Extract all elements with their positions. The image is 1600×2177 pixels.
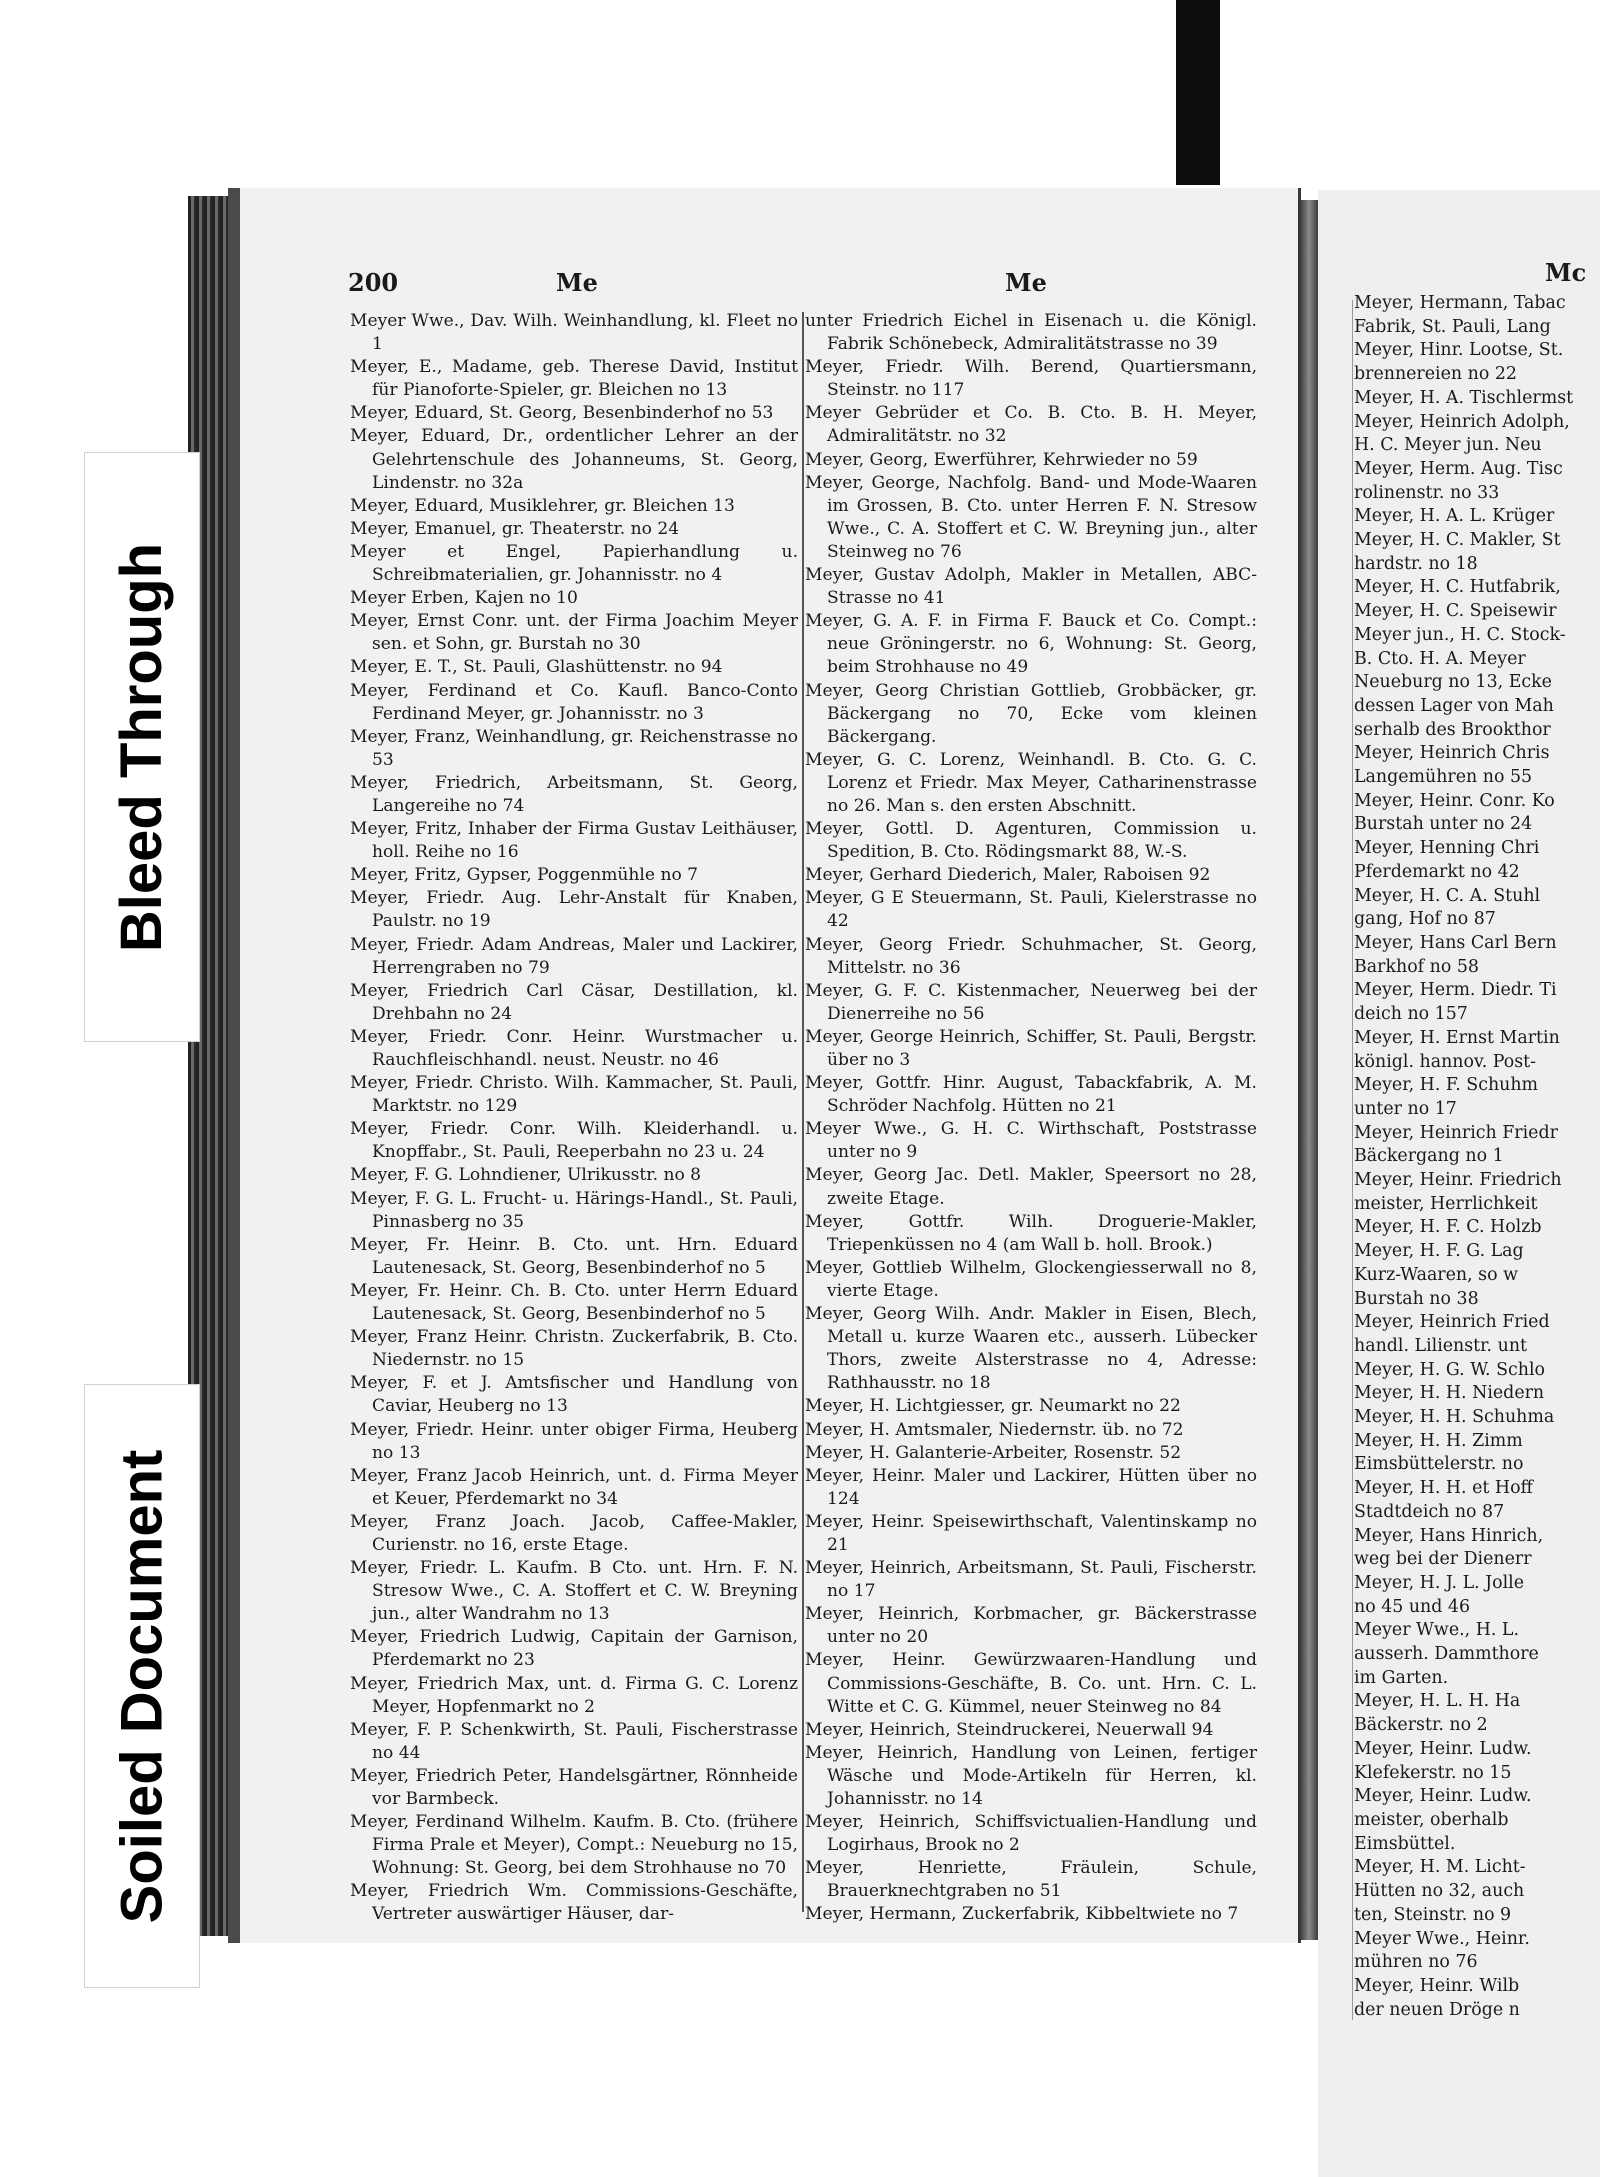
directory-entry: Meyer, H. F. G. Lag bbox=[1354, 1241, 1524, 1262]
directory-entry: unter Friedrich Eichel in Eisenach u. die Königl. Fabrik Schönebeck, Admiralitätstrasse no 39 bbox=[805, 311, 1257, 355]
directory-entry: Meyer, E., Madame, geb. Therese David, Institut für Pianoforte-Spieler, gr. Bleichen no 13 bbox=[350, 357, 798, 401]
directory-entry: Meyer, Heinr. Maler und Lackirer, Hütten über no 124 bbox=[805, 1465, 1257, 1509]
directory-entry: Meyer, H. G. W. Schlo bbox=[1354, 1359, 1545, 1380]
directory-entry: Meyer, Friedr. Wilh. Berend, Quartiersmann, Steinstr. no 117 bbox=[805, 357, 1257, 401]
directory-entry: Meyer, Herm. Aug. Tisc bbox=[1354, 458, 1563, 479]
directory-entry: Meyer, Ferdinand Wilhelm. Kaufm. B. Cto. (frühere Firma Prale et Meyer), Compt.: Neueburg no 15, Wohnung: St. Georg, bei dem Strohhause no 70 bbox=[350, 1812, 798, 1879]
directory-entry: Meyer, Heinr. Ludw. bbox=[1354, 1738, 1532, 1759]
directory-entry: Kurz-Waaren, so w bbox=[1354, 1264, 1518, 1285]
directory-entry: Meyer, Hinr. Lootse, St. bbox=[1354, 340, 1564, 361]
directory-entry: Meyer, Gottl. D. Agenturen, Commission u. Spedition, B. Cto. Rödingsmarkt 88, W.-S. bbox=[805, 819, 1257, 863]
directory-entry: dessen Lager von Mah bbox=[1354, 695, 1554, 716]
directory-entry: Meyer Erben, Kajen no 10 bbox=[350, 588, 578, 609]
directory-entry: Meyer, Franz Joach. Jacob, Caffee-Makler, Curienstr. no 16, erste Etage. bbox=[350, 1511, 798, 1555]
directory-entry: Meyer, Georg, Ewerführer, Kehrwieder no 59 bbox=[805, 449, 1198, 470]
page-number: 200 bbox=[348, 268, 399, 297]
directory-entry: Meyer, Ernst Conr. unt. der Firma Joachim Meyer sen. et Sohn, gr. Burstah no 30 bbox=[350, 611, 798, 655]
directory-entry: Meyer, Emanuel, gr. Theaterstr. no 24 bbox=[350, 518, 680, 539]
directory-entry: Meyer, Hans Hinrich, bbox=[1354, 1525, 1544, 1546]
directory-entry: Bäckergang no 1 bbox=[1354, 1146, 1504, 1167]
directory-entry: Meyer, Eduard, Dr., ordentlicher Lehrer an der Gelehrtenschule des Johanneums, St. Georg, Lindenstr. no 32a bbox=[350, 426, 798, 493]
directory-entry: Meyer, Heinr. Ludw. bbox=[1354, 1786, 1532, 1807]
directory-entry: Meyer, Heinr. Wilb bbox=[1354, 1975, 1520, 1996]
directory-entry: Meyer, Gerhard Diederich, Maler, Raboisen 92 bbox=[805, 865, 1211, 886]
directory-entry: Barkhof no 58 bbox=[1354, 956, 1479, 977]
directory-entry: Meyer, Fr. Heinr. Ch. B. Cto. unter Herrn Eduard Lautenesack, St. Georg, Besenbinderhof no 5 bbox=[350, 1280, 798, 1325]
directory-entry: Meyer, G. F. C. Kistenmacher, Neuerweg bei der Dienerreihe no 56 bbox=[805, 980, 1257, 1024]
directory-entry: Meyer, Henning Chri bbox=[1354, 838, 1540, 859]
soiled-document-text: Soiled Document bbox=[109, 1449, 175, 1923]
directory-entry: Meyer, Heinrich, Schiffsvictualien-Handlung und Logirhaus, Brook no 2 bbox=[805, 1812, 1257, 1856]
directory-entry: der neuen Dröge n bbox=[1354, 1999, 1520, 2020]
directory-entry: Meyer, Heinrich, Korbmacher, gr. Bäckerstrasse unter no 20 bbox=[805, 1604, 1257, 1648]
directory-entry: Meyer, Heinrich, Arbeitsmann, St. Pauli, Fischerstr. no 17 bbox=[805, 1558, 1257, 1602]
directory-entry: Meyer, E. T., St. Pauli, Glashüttenstr. no 94 bbox=[350, 657, 723, 678]
directory-entry: Burstah unter no 24 bbox=[1354, 814, 1533, 835]
directory-entry: Meyer, Gustav Adolph, Makler in Metallen, ABC-Strasse no 41 bbox=[805, 565, 1257, 609]
directory-entry: Meyer, Herm. Diedr. Ti bbox=[1354, 980, 1557, 1001]
directory-entry: Meyer, Friedr. L. Kaufm. B Cto. unt. Hrn. F. N. Stresow Wwe., C. A. Stoffert et C. W. Breyning jun., alter Wandrahm no 13 bbox=[350, 1558, 798, 1625]
directory-entry: Meyer, Gottlieb Wilhelm, Glockengiesserwall no 8, vierte Etage. bbox=[805, 1257, 1257, 1301]
directory-entry: Meyer, Friedrich Peter, Handelsgärtner, Rönnheide vor Barmbeck. bbox=[350, 1765, 798, 1809]
directory-entry: Meyer, Henriette, Fräulein, Schule, Brauerknechtgraben no 51 bbox=[805, 1858, 1257, 1902]
directory-entry: Meyer, Georg Friedr. Schuhmacher, St. Georg, Mittelstr. no 36 bbox=[805, 934, 1257, 978]
directory-entry: Meyer, H. C. A. Stuhl bbox=[1354, 885, 1541, 906]
directory-entry: Meyer, Fr. Heinr. B. Cto. unt. Hrn. Eduard Lautenesack, St. Georg, Besenbinderhof no 5 bbox=[350, 1234, 798, 1278]
directory-entry: Meyer Wwe., Dav. Wilh. Weinhandlung, kl. Fleet no 1 bbox=[350, 311, 798, 355]
top-dark-band bbox=[1176, 0, 1220, 185]
directory-entry: Meyer, F. P. Schenkwirth, St. Pauli, Fischerstrasse no 44 bbox=[350, 1719, 798, 1763]
column-divider bbox=[802, 312, 804, 1912]
bleed-through-label bbox=[84, 452, 200, 1042]
directory-entry: Meyer, H. Ernst Martin bbox=[1354, 1027, 1560, 1048]
directory-entry: Meyer, H. C. Speisewir bbox=[1354, 601, 1557, 622]
directory-entry: Meyer, H. A. Tischlermst bbox=[1354, 387, 1574, 408]
directory-entry: Meyer et Engel, Papierhandlung u. Schreibmaterialien, gr. Johannisstr. no 4 bbox=[350, 541, 798, 586]
directory-entry: Meyer, F. G. Lohndiener, Ulrikusstr. no 8 bbox=[350, 1165, 702, 1186]
directory-entry: Meyer, Franz Jacob Heinrich, unt. d. Firma Meyer et Keuer, Pferdemarkt no 34 bbox=[350, 1465, 798, 1509]
directory-entry: Meyer, Heinr. Gewürzwaaren-Handlung und Commissions-Geschäfte, B. Co. unt. Hrn. C. L. Witte et C. G. Kümmel, neuer Steinweg no 84 bbox=[805, 1650, 1257, 1717]
directory-entry: Meyer, Friedr. Conr. Wilh. Kleiderhandl. u. Knopffabr., St. Pauli, Reeperbahn no 23 u. 24 bbox=[350, 1119, 798, 1163]
directory-entry: meister, oberhalb bbox=[1354, 1810, 1509, 1830]
directory-entry: Meyer Wwe., H. L. bbox=[1354, 1620, 1519, 1641]
directory-entry: Meyer, H. A. L. Krüger bbox=[1354, 506, 1555, 527]
directory-entry: Meyer Wwe., G. H. C. Wirthschaft, Poststrasse unter no 9 bbox=[805, 1119, 1257, 1163]
directory-entry: Meyer, H. Galanterie-Arbeiter, Rosenstr. 52 bbox=[805, 1442, 1182, 1463]
directory-entry: deich no 157 bbox=[1354, 1004, 1468, 1025]
directory-entry: im Garten. bbox=[1354, 1667, 1449, 1688]
directory-entry: Meyer Gebrüder et Co. B. Cto. B. H. Meyer, Admiralitätstr. no 32 bbox=[805, 403, 1257, 447]
directory-entry: no 45 und 46 bbox=[1354, 1596, 1471, 1617]
directory-entry: Meyer, Gottfr. Hinr. August, Tabackfabrik, A. M. Schröder Nachfolg. Hütten no 21 bbox=[805, 1073, 1257, 1117]
directory-entry: Eimsbüttelerstr. no bbox=[1354, 1454, 1524, 1475]
directory-entry: hardstr. no 18 bbox=[1354, 553, 1478, 574]
directory-entry: Meyer, Friedrich Ludwig, Capitain der Garnison, Pferdemarkt no 23 bbox=[350, 1627, 798, 1671]
directory-entry: Hütten no 32, auch bbox=[1354, 1881, 1525, 1902]
book-spine-shadow bbox=[228, 188, 240, 1943]
soiled-document-label bbox=[84, 1384, 200, 1988]
directory-entry: mühren no 76 bbox=[1354, 1952, 1478, 1973]
directory-entry: Meyer, Heinrich Adolph, bbox=[1354, 411, 1570, 432]
running-header-right: Mc bbox=[1545, 258, 1587, 287]
directory-column-right bbox=[805, 310, 1257, 1927]
directory-entry: B. Cto. H. A. Meyer bbox=[1354, 648, 1526, 669]
directory-entry: rolinenstr. no 33 bbox=[1354, 482, 1500, 503]
directory-entry: Meyer, Heinrich, Handlung von Leinen, fertiger Wäsche und Mode-Artikeln für Herren, kl. Johannisstr. no 14 bbox=[805, 1742, 1257, 1809]
directory-entry: Meyer, George Heinrich, Schiffer, St. Pauli, Bergstr. über no 3 bbox=[805, 1026, 1257, 1070]
running-header-middle: Me bbox=[1005, 268, 1047, 297]
directory-entry: weg bei der Dienerr bbox=[1354, 1549, 1532, 1570]
directory-entry: Meyer, H. M. Licht- bbox=[1354, 1857, 1526, 1878]
directory-entry: Meyer, G. C. Lorenz, Weinhandl. B. Cto. G. C. Lorenz et Friedr. Max Meyer, Catharinenstrasse no 26. Man s. den ersten Abschnitt. bbox=[805, 749, 1257, 816]
directory-entry: Meyer, F. G. L. Frucht- u. Härings-Handl., St. Pauli, Pinnasberg no 35 bbox=[350, 1188, 798, 1232]
facing-page-column bbox=[1354, 292, 1600, 2022]
directory-entry: Meyer, Georg Jac. Detl. Makler, Speersort no 28, zweite Etage. bbox=[805, 1165, 1257, 1209]
bleed-through-text: Bleed Through bbox=[109, 542, 175, 952]
directory-entry: Meyer, Franz, Weinhandlung, gr. Reichenstrasse no 53 bbox=[350, 726, 798, 770]
directory-entry: Meyer, H. J. L. Jolle bbox=[1354, 1572, 1525, 1593]
directory-entry: Meyer, H. C. Makler, St bbox=[1354, 530, 1561, 551]
directory-entry: Meyer, G. A. F. in Firma F. Bauck et Co. Compt.: neue Gröningerstr. no 6, Wohnung: St. Georg, beim Strohhause no 49 bbox=[805, 611, 1257, 678]
directory-entry: Meyer, H. Amtsmaler, Niedernstr. üb. no 72 bbox=[805, 1419, 1184, 1440]
directory-entry: Fabrik, St. Pauli, Lang bbox=[1354, 316, 1551, 337]
book-gutter bbox=[1298, 200, 1320, 1940]
directory-entry: Meyer, Fritz, Gypser, Poggenmühle no 7 bbox=[350, 865, 699, 886]
directory-entry: Meyer, Georg Christian Gottlieb, Grobbäcker, gr. Bäckergang no 70, Ecke vom kleinen Bäckergang. bbox=[805, 680, 1257, 747]
directory-entry: unter no 17 bbox=[1354, 1098, 1457, 1119]
directory-entry: Meyer, H. C. Hutfabrik, bbox=[1354, 577, 1561, 598]
directory-entry: ausserh. Dammthore bbox=[1354, 1644, 1539, 1665]
running-header-left: Me bbox=[556, 268, 598, 297]
directory-entry: Meyer, Eduard, Musiklehrer, gr. Bleichen 13 bbox=[350, 495, 735, 516]
directory-entry: Meyer jun., H. C. Stock- bbox=[1354, 624, 1566, 645]
directory-entry: Meyer, H. H. Zimm bbox=[1354, 1430, 1523, 1451]
directory-entry: Meyer, Heinrich Chris bbox=[1354, 743, 1550, 764]
directory-entry: H. C. Meyer jun. Neu bbox=[1354, 435, 1542, 456]
directory-entry: Bäckerstr. no 2 bbox=[1354, 1715, 1488, 1736]
directory-entry: ten, Steinstr. no 9 bbox=[1354, 1904, 1512, 1925]
directory-entry: Meyer, Heinrich Friedr bbox=[1354, 1122, 1558, 1143]
directory-entry: Meyer, H. L. H. Ha bbox=[1354, 1691, 1521, 1712]
directory-entry: Meyer, Friedrich Max, unt. d. Firma G. C. Lorenz Meyer, Hopfenmarkt no 2 bbox=[350, 1673, 798, 1717]
directory-entry: Meyer, Friedrich Carl Cäsar, Destillation, kl. Drehbahn no 24 bbox=[350, 980, 798, 1024]
directory-entry: Meyer, Heinr. Speisewirthschaft, Valentinskamp no 21 bbox=[805, 1511, 1257, 1555]
directory-entry: gang, Hof no 87 bbox=[1354, 909, 1496, 930]
directory-entry: Meyer, F. et J. Amtsfischer und Handlung von Caviar, Heuberg no 13 bbox=[350, 1373, 798, 1417]
directory-entry: Meyer, Hans Carl Bern bbox=[1354, 932, 1557, 953]
directory-entry: Pferdemarkt no 42 bbox=[1354, 861, 1520, 882]
directory-entry: Meyer, Friedrich Wm. Commissions-Geschäfte, Vertreter auswärtiger Häuser, dar- bbox=[350, 1881, 798, 1925]
directory-entry: Meyer, Heinr. Conr. Ko bbox=[1354, 790, 1555, 811]
directory-entry: Neueburg no 13, Ecke bbox=[1354, 672, 1552, 693]
facing-page-margin bbox=[1352, 300, 1353, 2020]
directory-entry: Meyer, H. Lichtgiesser, gr. Neumarkt no 22 bbox=[805, 1396, 1181, 1417]
directory-entry: Meyer Wwe., Heinr. bbox=[1354, 1928, 1530, 1949]
directory-entry: Meyer, H. F. C. Holzb bbox=[1354, 1217, 1542, 1238]
directory-entry: Meyer, Hermann, Tabac bbox=[1354, 293, 1566, 313]
directory-entry: Meyer, Ferdinand et Co. Kaufl. Banco-Conto Ferdinand Meyer, gr. Johannisstr. no 3 bbox=[350, 680, 798, 724]
directory-entry: brennereien no 22 bbox=[1354, 364, 1517, 385]
directory-entry: Stadtdeich no 87 bbox=[1354, 1501, 1505, 1522]
directory-entry: Meyer, Hermann, Zuckerfabrik, Kibbeltwiete no 7 bbox=[805, 1904, 1239, 1925]
directory-entry: Meyer, H. F. Schuhm bbox=[1354, 1075, 1539, 1096]
directory-entry: meister, Herrlichkeit bbox=[1354, 1193, 1538, 1214]
directory-entry: Meyer, Fritz, Inhaber der Firma Gustav Leithäuser, holl. Reihe no 16 bbox=[350, 819, 798, 863]
directory-entry: Meyer, H. H. et Hoff bbox=[1354, 1478, 1533, 1499]
directory-entry: Meyer, Eduard, St. Georg, Besenbinderhof no 53 bbox=[350, 403, 774, 424]
directory-entry: Meyer, Heinr. Friedrich bbox=[1354, 1170, 1562, 1191]
directory-entry: Eimsbüttel. bbox=[1354, 1833, 1456, 1854]
directory-entry: Langemühren no 55 bbox=[1354, 767, 1533, 788]
directory-entry: königl. hannov. Post- bbox=[1354, 1051, 1537, 1072]
directory-entry: Meyer, Friedr. Christo. Wilh. Kammacher, St. Pauli, Marktstr. no 129 bbox=[350, 1073, 798, 1117]
directory-entry: Meyer, Friedr. Conr. Heinr. Wurstmacher u. Rauchfleischhandl. neust. Neustr. no 46 bbox=[350, 1026, 798, 1070]
directory-entry: Meyer, George, Nachfolg. Band- und Mode-Waaren im Grossen, B. Cto. unter Herren F. N. Stresow Wwe., C. A. Stoffert et C. W. Breyning jun., alter Steinweg no 76 bbox=[805, 472, 1257, 562]
directory-entry: Meyer, Friedrich, Arbeitsmann, St. Georg, Langereihe no 74 bbox=[350, 772, 798, 816]
directory-entry: Meyer, Heinrich, Steindruckerei, Neuerwall 94 bbox=[805, 1719, 1214, 1740]
directory-entry: Burstah no 38 bbox=[1354, 1288, 1479, 1309]
directory-entry: serhalb des Brookthor bbox=[1354, 719, 1551, 740]
directory-entry: Meyer, Franz Heinr. Christn. Zuckerfabrik, B. Cto. Niedernstr. no 15 bbox=[350, 1327, 798, 1371]
directory-entry: Meyer, Georg Wilh. Andr. Makler in Eisen, Blech, Metall u. kurze Waaren etc., ausserh. Lübecker Thors, zweite Alsterstrasse no 4, Adresse: Rathhausstr. no 18 bbox=[805, 1304, 1257, 1394]
directory-entry: Meyer, Gottfr. Wilh. Droguerie-Makler, Triepenküssen no 4 (am Wall b. holl. Brook.) bbox=[805, 1211, 1257, 1255]
directory-entry: Meyer, Friedr. Adam Andreas, Maler und Lackirer, Herrengraben no 79 bbox=[350, 934, 798, 978]
directory-entry: Meyer, H. H. Niedern bbox=[1354, 1383, 1545, 1404]
directory-entry: Meyer, Heinrich Fried bbox=[1354, 1312, 1550, 1333]
directory-entry: Meyer, Friedr. Aug. Lehr-Anstalt für Knaben, Paulstr. no 19 bbox=[350, 888, 798, 932]
directory-entry: Meyer, G E Steuermann, St. Pauli, Kielerstrasse no 42 bbox=[805, 888, 1257, 932]
directory-column-left bbox=[350, 310, 798, 1927]
directory-entry: Meyer, H. H. Schuhma bbox=[1354, 1407, 1555, 1428]
directory-entry: Meyer, Friedr. Heinr. unter obiger Firma, Heuberg no 13 bbox=[350, 1419, 798, 1463]
directory-entry: handl. Lilienstr. unt bbox=[1354, 1335, 1528, 1356]
directory-entry: Klefekerstr. no 15 bbox=[1354, 1762, 1512, 1783]
